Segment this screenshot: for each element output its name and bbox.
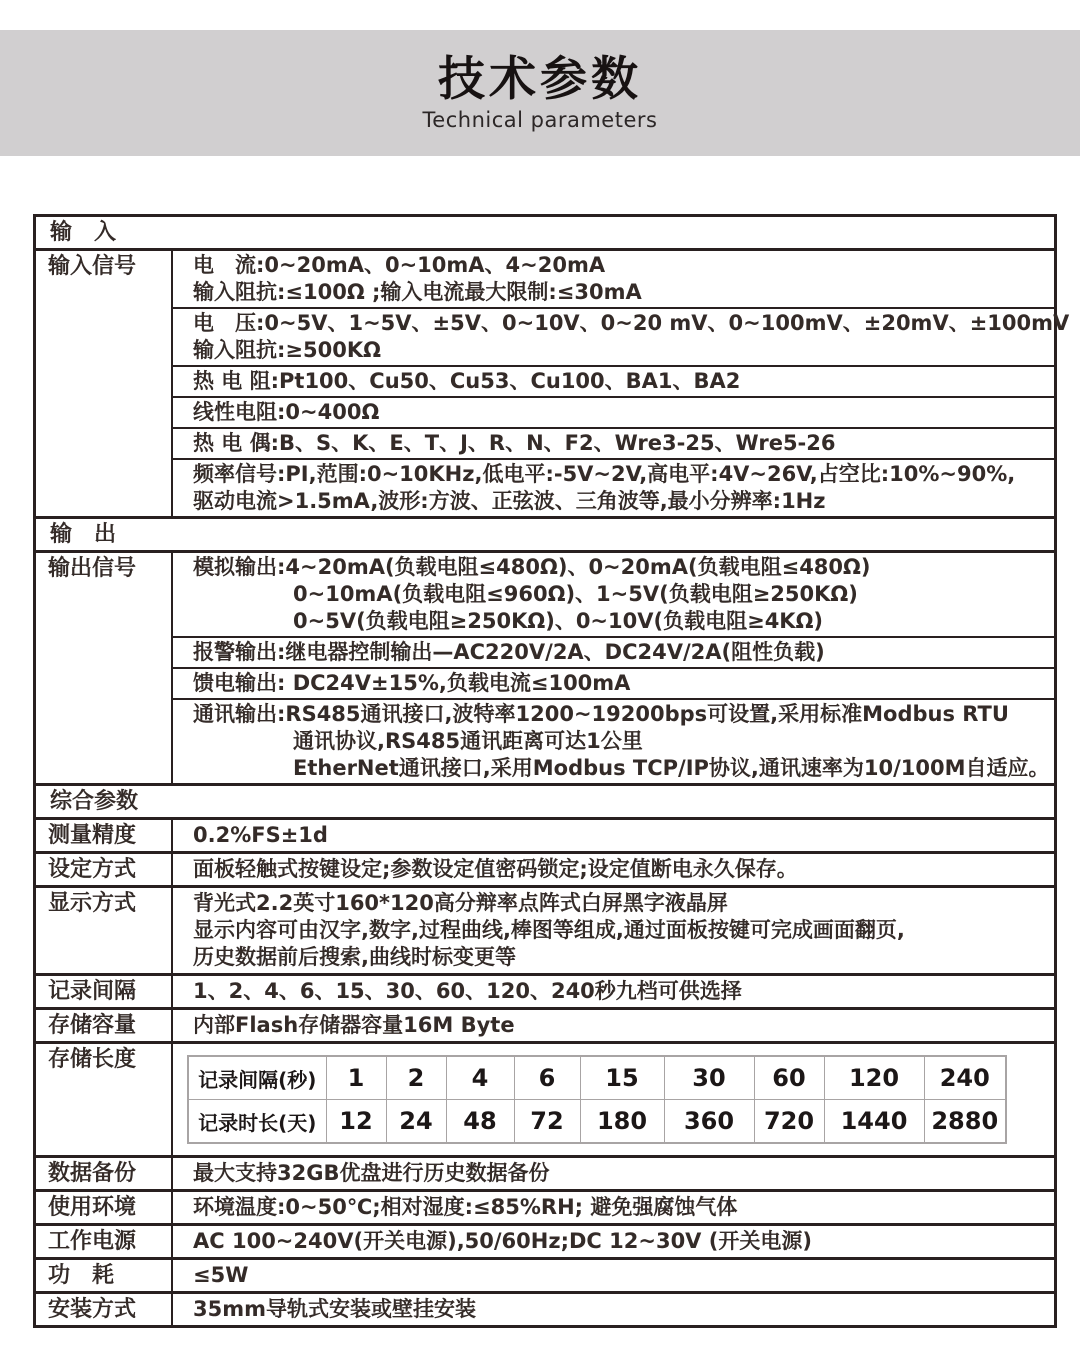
storage-cell: 360 (664, 1100, 754, 1144)
subrow-voltage (173, 307, 1070, 365)
row-label: 工作电源 (48, 1229, 137, 1254)
spec-line: 历史数据前后搜索,曲线时标变更等 (193, 945, 516, 969)
table-row-power (36, 1223, 1054, 1257)
storage-cell: 12 (326, 1100, 386, 1144)
page-subtitle: Technical parameters (422, 107, 658, 132)
page-title: 技术参数 (438, 52, 642, 108)
row-content (171, 1226, 1054, 1257)
spec-line: 显示内容可由汉字,数字,过程曲线,棒图等组成,通过面板按键可完成画面翻页, (193, 918, 905, 942)
storage-cell: 1440 (824, 1100, 924, 1144)
spec-line: 0.2%FS±1d (193, 823, 328, 847)
subrow-current (173, 251, 1054, 307)
storage-cell: 24 (386, 1100, 446, 1144)
storage-cell: 1 (326, 1056, 386, 1100)
spec-line: 电 流:0~20mA、0~10mA、4~20mA (193, 253, 606, 277)
spec-line: 报警输出:继电器控制输出—AC220V/2A、DC24V/2A(阻性负载) (193, 640, 825, 664)
spec-line: 驱动电流>1.5mA,波形:方波、正弦波、三角波等,最小分辨率:1Hz (193, 489, 826, 513)
storage-cell: 15 (580, 1056, 664, 1100)
storage-cell: 180 (580, 1100, 664, 1144)
row-content (171, 1010, 1054, 1041)
spec-line: 0~10mA(负载电阻≤960Ω)、1~5V(负载电阻≥250KΩ) (293, 582, 858, 606)
row-content (171, 820, 1054, 851)
storage-length-table (187, 1055, 1007, 1144)
spec-line: 35mm导轨式安装或壁挂安装 (193, 1297, 476, 1321)
storage-interval-row (188, 1056, 1006, 1100)
row-label: 输入信号 (48, 254, 137, 279)
storage-cell: 6 (514, 1056, 580, 1100)
row-content (171, 1192, 1054, 1223)
storage-interval-label: 记录间隔(秒) (188, 1056, 326, 1100)
subrow-alarm-output (173, 636, 1054, 667)
row-content (171, 854, 1054, 885)
row-label: 安装方式 (48, 1297, 137, 1322)
storage-cell: 72 (514, 1100, 580, 1144)
table-row-storage-length (36, 1041, 1054, 1155)
spec-line: 馈电输出: DC24V±15%,负载电流≤100mA (193, 671, 631, 695)
subrow-analog-output (173, 553, 1054, 636)
row-content (171, 976, 1054, 1007)
row-label: 测量精度 (48, 823, 137, 848)
table-row-environment (36, 1189, 1054, 1223)
spec-line: AC 100~240V(开关电源),50/60Hz;DC 12~30V (开关电源) (193, 1229, 812, 1253)
subrow-feed-output (173, 667, 1054, 698)
storage-cell: 2880 (924, 1100, 1006, 1144)
spec-line: 最大支持32GB优盘进行历史数据备份 (193, 1161, 550, 1185)
spec-line: 线性电阻:0~400Ω (193, 400, 380, 424)
row-label: 显示方式 (48, 891, 137, 916)
storage-duration-label: 记录时长(天) (188, 1100, 326, 1144)
section-header-general: 综合参数 (36, 783, 1054, 817)
row-label: 存储长度 (48, 1047, 137, 1072)
storage-cell: 4 (446, 1056, 514, 1100)
spec-line: EtherNet通讯接口,采用Modbus TCP/IP协议,通讯速率为10/100M自适应。 (293, 756, 1050, 780)
spec-line: 输入阻抗:≤100Ω ;输入电流最大限制:≤30mA (193, 280, 642, 304)
table-row-capacity (36, 1007, 1054, 1041)
spec-line: 频率信号:PI,范围:0~10KHz,低电平:-5V~2V,高电平:4V~26V,占空比:10%~90%, (193, 462, 1016, 486)
storage-duration-row (188, 1100, 1006, 1144)
spec-line: ≤5W (193, 1263, 249, 1287)
storage-cell: 30 (664, 1056, 754, 1100)
storage-cell: 48 (446, 1100, 514, 1144)
row-content (171, 251, 1070, 516)
subrow-comm-output (173, 698, 1054, 783)
spec-line: 面板轻触式按键设定;参数设定值密码锁定;设定值断电永久保存。 (193, 857, 798, 881)
table-row-installation (36, 1291, 1054, 1325)
row-content (171, 1260, 1054, 1291)
spec-line: 通讯协议,RS485通讯距离可达1公里 (293, 729, 643, 753)
spec-line: 0~5V(负载电阻≥250KΩ)、0~10V(负载电阻≥4KΩ) (293, 609, 824, 633)
row-content (171, 553, 1054, 783)
storage-cell: 2 (386, 1056, 446, 1100)
spec-line: 电 压:0~5V、1~5V、±5V、0~10V、0~20 mV、0~100mV、±20mV、±100mV (193, 311, 1070, 335)
table-row-output-signal (36, 550, 1054, 783)
storage-cell: 60 (754, 1056, 824, 1100)
table-row-display (36, 885, 1054, 973)
row-label: 数据备份 (48, 1161, 137, 1186)
storage-cell: 240 (924, 1056, 1006, 1100)
table-row-consumption (36, 1257, 1054, 1291)
section-header-input: 输 入 (50, 220, 117, 245)
row-content (171, 1158, 1054, 1189)
row-content (171, 1044, 1054, 1155)
spec-line: 1、2、4、6、15、30、60、120、240秒九档可供选择 (193, 979, 742, 1003)
row-label: 记录间隔 (48, 979, 137, 1004)
spec-line: 模拟输出:4~20mA(负载电阻≤480Ω)、0~20mA(负载电阻≤480Ω) (193, 555, 871, 579)
spec-line: 热 电 偶:B、S、K、E、T、J、R、N、F2、Wre3-25、Wre5-26 (193, 431, 836, 455)
section-header-output: 输 出 (36, 516, 1054, 550)
subrow-linear-resistance (173, 396, 1054, 427)
spec-line: 通讯输出:RS485通讯接口,波特率1200~19200bps可设置,采用标准Modbus RTU (193, 702, 1009, 726)
row-content (171, 1294, 1054, 1325)
table-row-input-signal (36, 248, 1070, 516)
row-label: 设定方式 (48, 857, 137, 882)
table-row-interval (36, 973, 1054, 1007)
table-row-setting (36, 851, 1054, 885)
spec-line: 背光式2.2英寸160*120高分辩率点阵式白屏黑字液晶屏 (193, 891, 728, 915)
storage-cell: 720 (754, 1100, 824, 1144)
spec-line: 环境温度:0~50℃;相对湿度:≤85%RH; 避免强腐蚀气体 (193, 1195, 738, 1219)
spec-line: 内部Flash存储器容量16M Byte (193, 1013, 515, 1037)
spec-line: 输入阻抗:≥500KΩ (193, 338, 381, 362)
subrow-rtd (173, 365, 1054, 396)
row-label: 功 耗 (48, 1263, 115, 1288)
row-label: 输出信号 (48, 556, 137, 581)
subrow-thermocouple (173, 427, 1054, 458)
header-band (0, 30, 1080, 156)
row-label: 使用环境 (48, 1195, 137, 1220)
table-row-backup (36, 1155, 1054, 1189)
row-label: 存储容量 (48, 1013, 137, 1038)
storage-cell: 120 (824, 1056, 924, 1100)
spec-table (33, 214, 1070, 1328)
subrow-frequency (173, 458, 1054, 516)
spec-line: 热 电 阻:Pt100、Cu50、Cu53、Cu100、BA1、BA2 (193, 369, 741, 393)
row-content (171, 888, 1054, 973)
table-row-accuracy (36, 817, 1054, 851)
